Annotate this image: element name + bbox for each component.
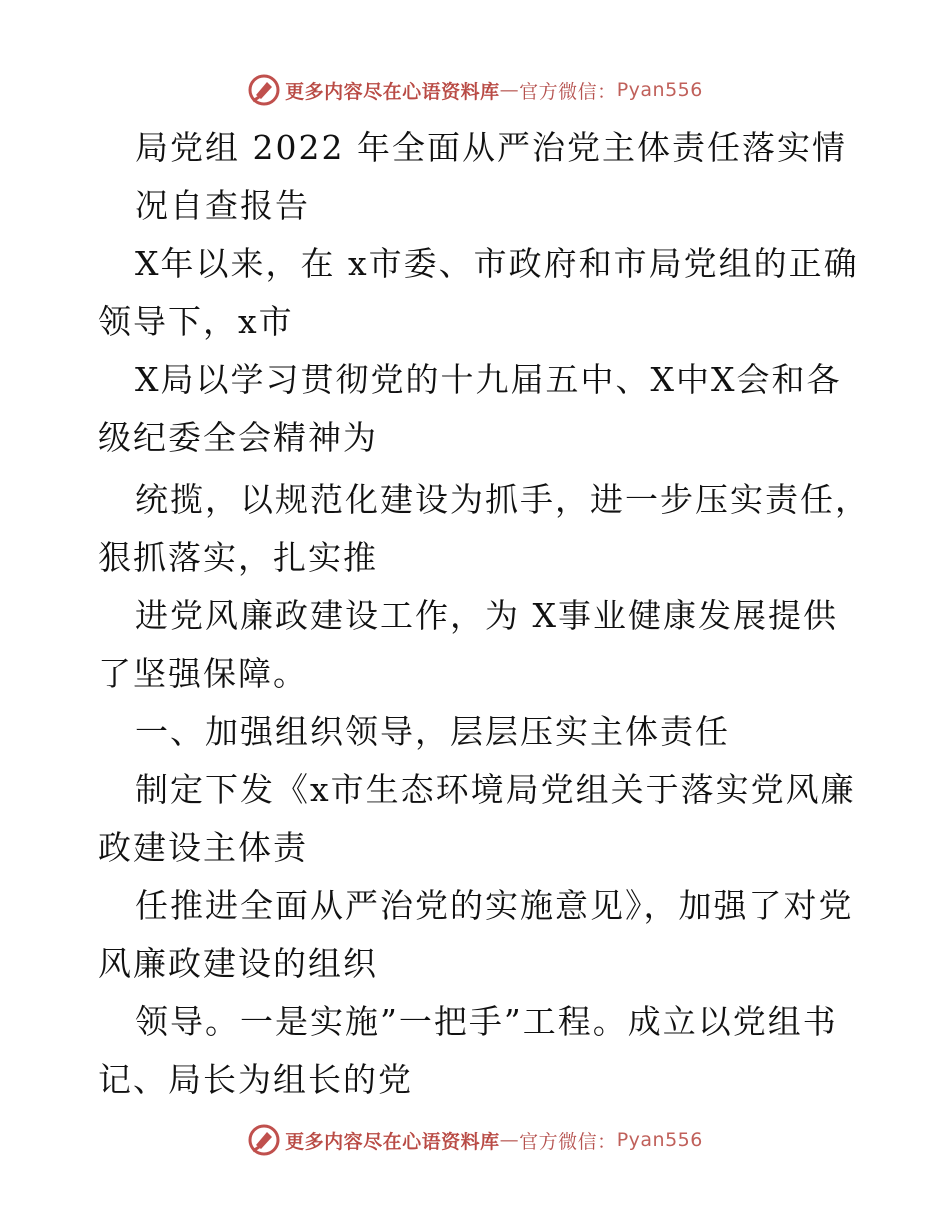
paragraph-line: X年以来，在 x市委、市政府和市局党组的正确 — [135, 244, 859, 283]
paragraph-line: 级纪委全会精神为 — [98, 418, 378, 457]
section-heading: 一、加强组织领导，层层压实主体责任 — [135, 712, 730, 751]
paragraph-line: 政建设主体责 — [98, 828, 308, 867]
brand-logo-icon — [247, 73, 281, 107]
doc-title-line-2: 况自查报告 — [135, 186, 310, 225]
brand-logo-icon — [247, 1123, 281, 1157]
paragraph-line: 进党风廉政建设工作，为 X事业健康发展提供 — [135, 596, 838, 635]
header-watermark — [0, 70, 950, 110]
paragraph-line: 领导下，x市 — [98, 302, 294, 341]
paragraph-line: 统揽，以规范化建设为抓手，进一步压实责任， — [135, 480, 870, 519]
paragraph-line: 领导。一是实施”一把手”工程。成立以党组书 — [135, 1002, 838, 1041]
paragraph-line: 任推进全面从严治党的实施意见》，加强了对党 — [135, 886, 854, 925]
watermark-dash: — — [499, 1129, 520, 1151]
watermark-wechat-id: Pyan556 — [616, 1129, 703, 1151]
paragraph-line: 了坚强保障。 — [98, 654, 308, 693]
watermark-wechat-label: 官方微信： — [519, 1130, 617, 1153]
paragraph-line: 制定下发《x市生态环境局党组关于落实党风廉 — [135, 770, 856, 809]
watermark-brand: 更多内容尽在心语资料库 — [285, 1130, 500, 1153]
watermark-brand: 更多内容尽在心语资料库 — [285, 80, 500, 103]
paragraph-line: 狠抓落实，扎实推 — [98, 538, 378, 577]
paragraph-line: 记、局长为组长的党 — [98, 1060, 413, 1099]
watermark-dash: — — [499, 79, 520, 101]
paragraph-line: 风廉政建设的组织 — [98, 944, 378, 983]
paragraph-line: X局以学习贯彻党的十九届五中、X中X会和各 — [135, 360, 842, 399]
footer-watermark — [0, 1120, 950, 1160]
watermark-wechat-label: 官方微信： — [519, 80, 617, 103]
watermark-wechat-id: Pyan556 — [616, 79, 703, 101]
doc-title-line-1: 局党组 2022 年全面从严治党主体责任落实情 — [135, 128, 847, 167]
